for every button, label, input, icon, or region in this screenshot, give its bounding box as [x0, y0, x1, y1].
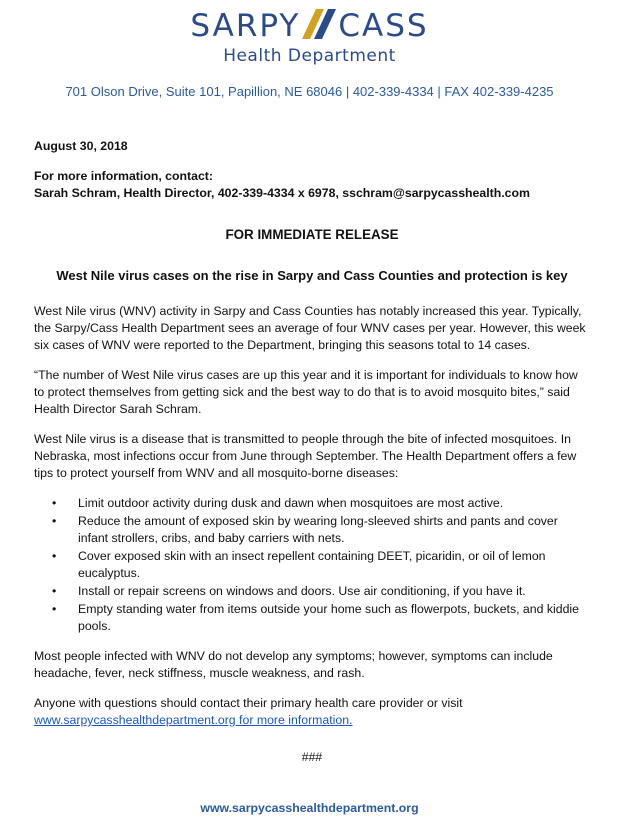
tips-list [34, 495, 590, 635]
logo-left-word: SARPY [190, 8, 301, 44]
letterhead [0, 6, 619, 99]
end-mark: ### [301, 750, 323, 764]
press-release-body [34, 138, 590, 766]
website-link-tail[interactable]: for more information. [235, 713, 353, 727]
contact-block [34, 168, 590, 202]
bullet-icon: • [52, 584, 57, 598]
list-item: • Empty standing water from items outside your home such as flowerpots, buckets, and kiddie pools. [52, 602, 579, 633]
footer-url: www.sarpycasshealthdepartment.org [200, 801, 419, 815]
bullet-icon: • [52, 549, 57, 563]
logo-right-word: CASS [338, 8, 429, 44]
paragraph-intro: West Nile virus (WNV) activity in Sarpy and Cass Counties has notably increased this year. Typically, the Sarpy/Cass Health Department sees an average of four WNV cases per year. However, this week six cases of WNV were reported to the Department, bringing this seasons total to 14 cases. [34, 304, 586, 352]
paragraph-contact-text: Anyone with questions should contact their primary health care provider or visit [34, 696, 463, 710]
contact-details: Sarah Schram, Health Director, 402-339-4334 x 6978, sschram@sarpycasshealth.com [34, 186, 530, 200]
bullet-icon: • [52, 602, 57, 616]
website-link[interactable]: www.sarpycasshealthdepartment.org [34, 713, 236, 727]
paragraph-quote: “The number of West Nile virus cases are up this year and it is important for individuals to know how to protect themselves from getting sick and the best way to do that is to avoid mosquito bites,” said Health Director Sarah Schram. [34, 368, 578, 416]
address-line: 701 Olson Drive, Suite 101, Papillion, NE 68046 | 402-339-4334 | FAX 402-339-4235 [65, 84, 554, 99]
headline: West Nile virus cases on the rise in Sarpy and Cass Counties and protection is key [56, 268, 568, 283]
bullet-icon: • [52, 514, 57, 528]
list-item: • Install or repair screens on windows and doors. Use air conditioning, if you have it. [52, 584, 526, 598]
release-label: FOR IMMEDIATE RELEASE [225, 227, 399, 242]
list-item: • Reduce the amount of exposed skin by wearing long-sleeved shirts and pants and cover infant strollers, cribs, and baby carriers with nets. [52, 514, 558, 545]
paragraph-symptoms: Most people infected with WNV do not develop any symptoms; however, symptoms can include headache, fever, neck stiffness, muscle weakness, and rash. [34, 649, 553, 680]
logo [0, 6, 619, 68]
paragraph-tips-intro: West Nile virus is a disease that is transmitted to people through the bite of infected mosquitoes. In Nebraska, most infections occur from June through September. The Health Department offers a few tips to protect yourself from WNV and all mosquito-borne diseases: [34, 432, 577, 480]
logo-slash-icon [302, 9, 336, 39]
paragraph-contact [34, 695, 590, 729]
logo-wordmark [0, 8, 619, 44]
bullet-icon: • [52, 496, 57, 510]
logo-subtitle: Health Department [223, 46, 396, 66]
contact-heading: For more information, contact: [34, 169, 213, 183]
list-item: • Cover exposed skin with an insect repellent containing DEET, picaridin, or oil of lemon eucalyptus. [52, 549, 546, 580]
release-date: August 30, 2018 [34, 139, 128, 153]
list-item: • Limit outdoor activity during dusk and dawn when mosquitoes are most active. [52, 496, 504, 510]
